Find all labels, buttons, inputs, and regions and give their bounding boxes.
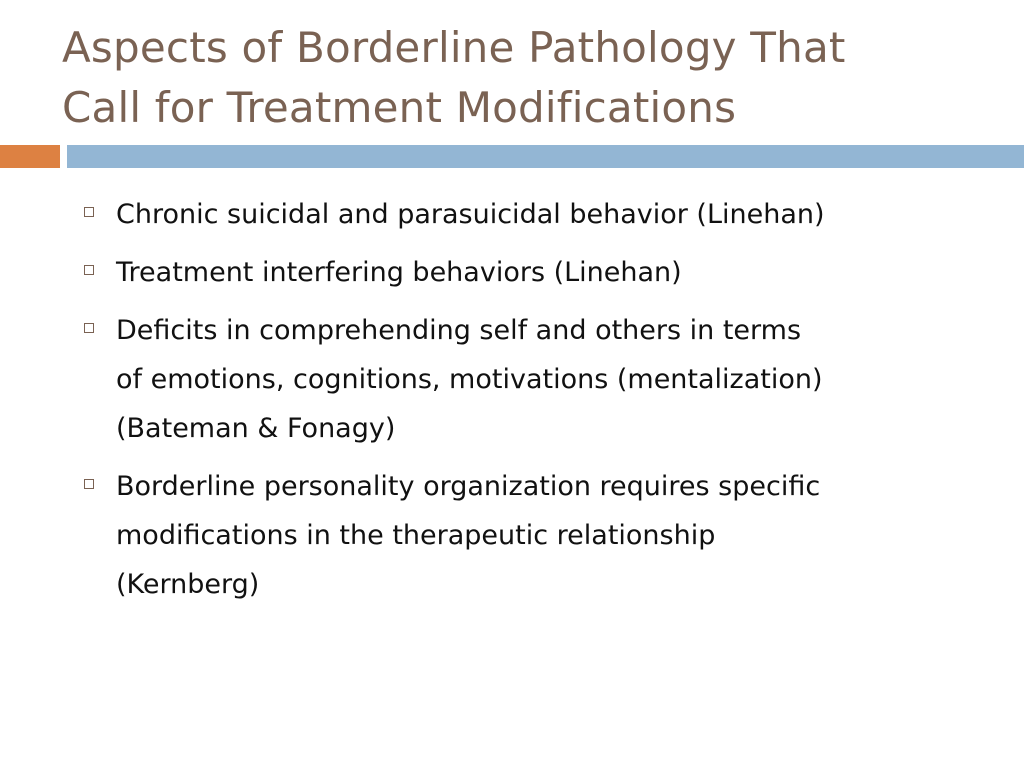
bullet-item bbox=[80, 248, 990, 297]
accent-bar-orange bbox=[0, 145, 60, 168]
bullet-line: Borderline personality organization requires specific bbox=[116, 471, 821, 502]
bullet-text bbox=[116, 190, 990, 239]
bullet-text bbox=[116, 306, 990, 453]
bullet-line: Treatment interfering behaviors (Linehan) bbox=[116, 257, 682, 288]
hollow-square-icon bbox=[84, 479, 94, 489]
slide-title-line: Aspects of Borderline Pathology That bbox=[62, 23, 846, 72]
accent-bar-blue bbox=[67, 145, 1024, 168]
bullet-item bbox=[80, 190, 990, 239]
bullet-line: Chronic suicidal and parasuicidal behavior (Linehan) bbox=[116, 199, 825, 230]
bullet-text bbox=[116, 462, 990, 609]
bullet-line: of emotions, cognitions, motivations (mentalization) bbox=[116, 364, 823, 395]
bullet-list bbox=[80, 190, 990, 618]
slide-title-line: Call for Treatment Modifications bbox=[62, 83, 737, 132]
hollow-square-icon bbox=[84, 323, 94, 333]
slide-title bbox=[62, 18, 982, 138]
bullet-line: (Kernberg) bbox=[116, 569, 260, 600]
bullet-item bbox=[80, 306, 990, 453]
bullet-item bbox=[80, 462, 990, 609]
bullet-line: (Bateman & Fonagy) bbox=[116, 413, 396, 444]
bullet-text bbox=[116, 248, 990, 297]
bullet-line: modifications in the therapeutic relationship bbox=[116, 520, 716, 551]
bullet-line: Deficits in comprehending self and others in terms bbox=[116, 315, 802, 346]
hollow-square-icon bbox=[84, 265, 94, 275]
hollow-square-icon bbox=[84, 207, 94, 217]
